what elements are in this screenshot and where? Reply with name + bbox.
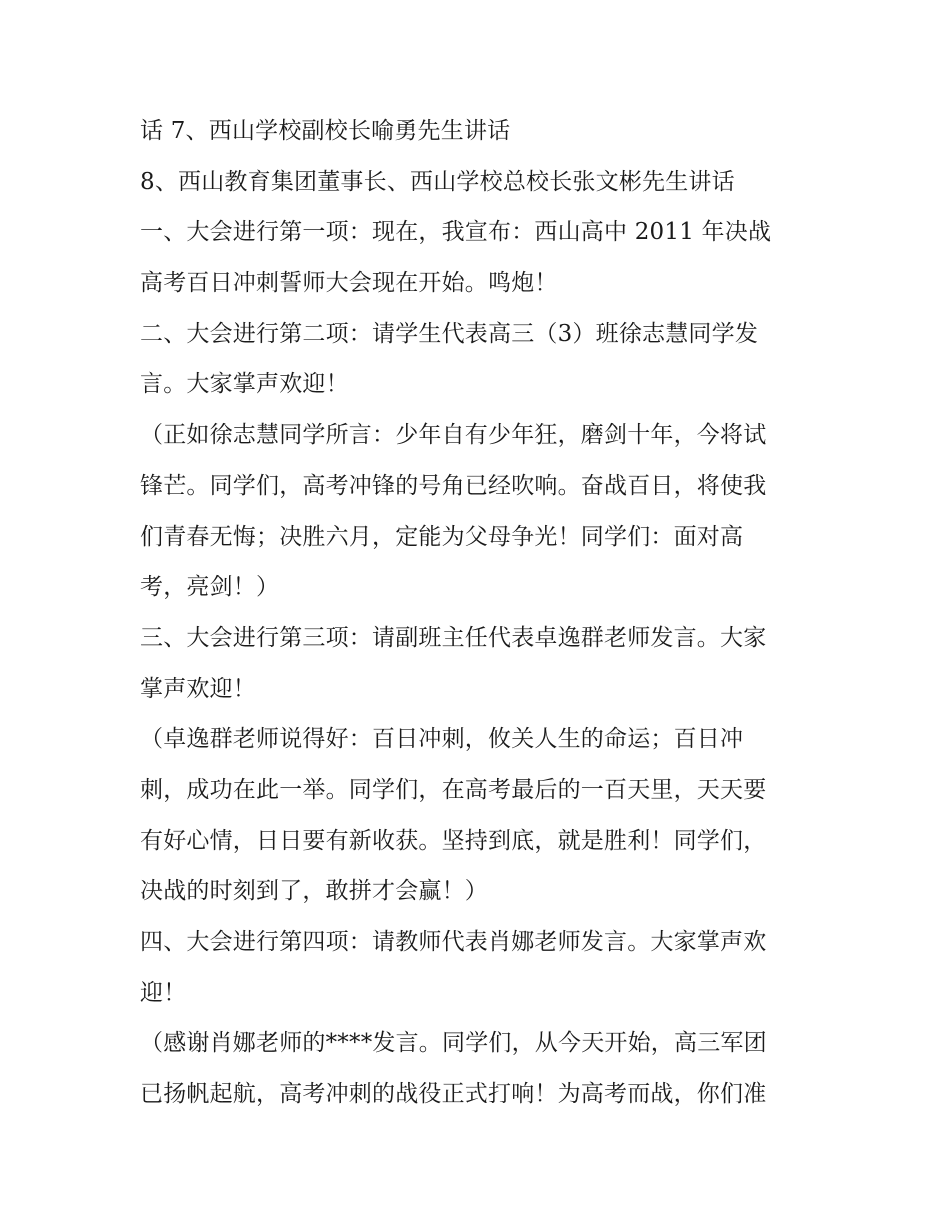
text-line: 四、大会进行第四项：请教师代表肖娜老师发言。大家掌声欢 — [140, 929, 767, 955]
text-line: 刺，成功在此一举。同学们，在高考最后的一百天里，天天要 — [140, 776, 767, 803]
text-line: 迎！ — [140, 979, 187, 1006]
text-line: 决战的时刻到了，敢拼才会赢！） — [140, 878, 488, 905]
text-line: 已扬帆起航，高考冲刺的战役正式打响！为高考而战，你们准 — [140, 1081, 767, 1108]
text-line: 高考百日冲刺誓师大会现在开始。鸣炮！ — [140, 270, 558, 297]
text-line: 一、大会进行第一项：现在，我宣布：西山高中 2011 年决战 — [140, 219, 772, 246]
text-line: 考，亮剑！） — [140, 574, 280, 601]
text-line: 三、大会进行第三项：请副班主任代表卓逸群老师发言。大家 — [140, 624, 767, 651]
text-line: （正如徐志慧同学所言：少年自有少年狂，磨剑十年，今将试 — [140, 422, 767, 449]
text-line: 掌声欢迎！ — [140, 675, 256, 702]
text-line: 8、西山教育集团董事长、西山学校总校长张文彬先生讲话 — [140, 168, 735, 195]
text-line: 话 7、西山学校副校长喻勇先生讲话 — [140, 118, 511, 144]
text-line: 有好心情，日日要有新收获。坚持到底，就是胜利！同学们， — [140, 827, 767, 854]
text-line: 们青春无悔；决胜六月，定能为父母争光！同学们：面对高 — [140, 523, 744, 550]
text-line: 锋芒。同学们，高考冲锋的号角已经吹响。奋战百日，将使我 — [140, 472, 767, 499]
document-body — [140, 106, 820, 1120]
text-line: 言。大家掌声欢迎！ — [140, 371, 349, 398]
text-line: （卓逸群老师说得好：百日冲刺，攸关人生的命运；百日冲 — [140, 726, 744, 753]
text-line: 二、大会进行第二项：请学生代表高三（3）班徐志慧同学发 — [140, 320, 759, 347]
text-line: （感谢肖娜老师的****发言。同学们，从今天开始，高三军团 — [140, 1030, 767, 1057]
